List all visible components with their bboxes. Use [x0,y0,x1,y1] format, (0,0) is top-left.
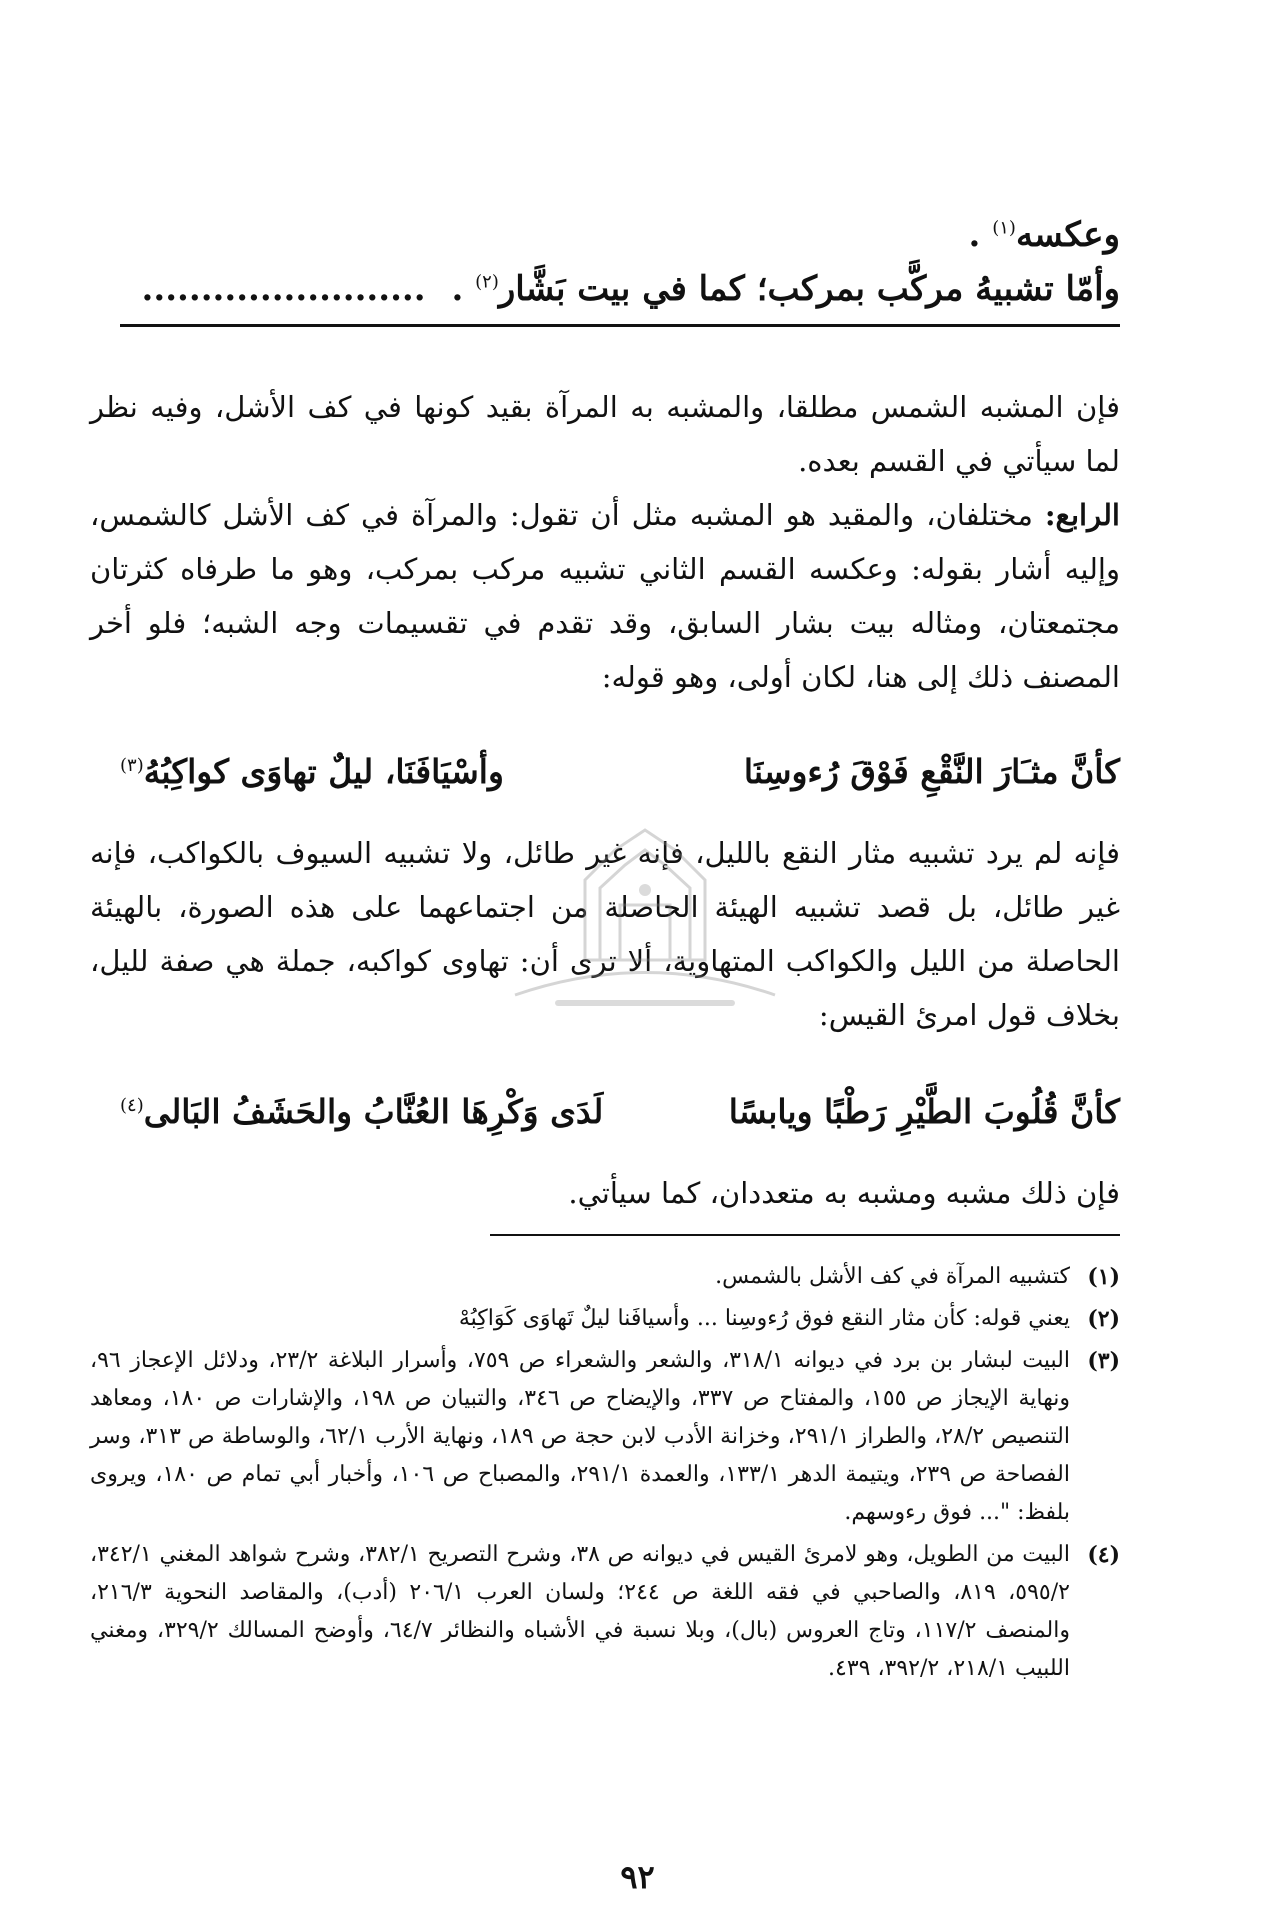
verse-1 [120,752,1120,812]
footnote-4-number: (٤) [1087,1542,1120,1568]
matn-line-1-end: . [968,215,981,255]
verse-2-hemistich-1-text: كأنَّ قُلُوبَ الطَّيْرِ رَطْبًا ويابسًا [728,1092,1120,1131]
sharh-lead-word: الرابع: [1044,498,1120,532]
footnote-ref-3: (٣) [120,755,144,776]
verse-2-hemistich-1 [729,1092,1120,1131]
sharh-paragraph-2-text: مختلفان، والمقيد هو المشبه مثل أن تقول: والمرآة في كف الأشل كالشمس، وإليه أشار بقوله: وعكسه القسم الثاني تشبيه مركب بمركب، وهو ما طرفاه كثرتان مجتمعتان، ومثاله بيت بشار السابق، وقد تقدم في تقسيمات وجه الشبه؛ فلو أخر المصنف ذلك إلى هنا، لكان أولى، وهو قوله: [90,498,1120,694]
matn-text [120,208,1120,316]
footnotes [90,1258,1120,1692]
matn-line-1 [120,208,1120,262]
watermark-stamp-icon [495,810,795,1050]
sharh-block-3 [90,1166,1120,1220]
footnote-1-number: (١) [1087,1264,1120,1290]
footnote-divider [490,1234,1120,1236]
footnote-3-text: البيت لبشار بن برد في ديوانه ٣١٨/١، والشعر والشعراء ص ٧٥٩، وأسرار البلاغة ٢٣/٢، ودلائل الإعجاز ٩٦، ونهاية الإيجاز ص ١٥٥، والمفتاح ص ٣٣٧، والإيضاح ص ٣٤٦، والتبيان ص ١٩٨، والإشارات ص ١٨٠، ومعاهد التنصيص ٢٨/٢، والطراز ٢٩١/١، وخزانة الأدب لابن حجة ص ١٨٩، ونهاية الأرب ٦٢/١، والوساطة ص ٣١٣، وسر الفصاحة ص ٢٣٩، ويتيمة الدهر ١٣٣/١، والعمدة ٢٩١/١، والمصباح ص ١٠٦، وأخبار أبي تمام ص ١٨٠، ويروى بلفظ: "... فوق رءوسهم. [90,1348,1070,1525]
matn-line-1-text: وعكسه [1015,215,1120,255]
footnote-4 [90,1536,1120,1688]
footnote-1 [90,1258,1120,1296]
footnote-2 [90,1300,1120,1338]
footnote-2-text: يعني قوله: كأن مثار النقع فوق رُءوسِنا ... وأسيافَنا ليلٌ تَهاوَى كَوَاكِبُهْ [458,1306,1070,1331]
matn-line-2-dots: ........................ [141,269,426,309]
sharh-paragraph-4: فإن ذلك مشبه ومشبه به متعددان، كما سيأتي. [568,1176,1120,1210]
verse-1-hemistich-1-text: كأنَّ مثـَارَ النَّقْعِ فَوْقَ رُءوسِنَا [743,752,1120,791]
footnote-ref-4: (٤) [120,1095,144,1116]
footnote-3 [90,1342,1120,1532]
verse-2-hemistich-2-text: لَدَى وَكْرِهَا العُنَّابُ والحَشَفُ البَالى [143,1092,604,1131]
footnote-2-number: (٢) [1087,1306,1120,1332]
footnote-3-number: (٣) [1087,1348,1120,1374]
matn-line-2-text: وأمّا تشبيهُ مركَّب بمركب؛ كما في بيت بَشَّار [498,269,1120,309]
footnote-1-text: كتشبيه المرآة في كف الأشل بالشمس. [715,1264,1070,1289]
verse-2 [120,1092,1120,1152]
page-number: ٩٢ [620,1858,655,1896]
sharh-paragraph-1: فإن المشبه الشمس مطلقا، والمشبه به المرآة بقيد كونها في كف الأشل، وفيه نظر لما سيأتي في القسم بعده. [90,390,1120,478]
matn-line-2 [120,262,1120,316]
footnote-ref-2: (٢) [475,271,499,293]
footnote-4-text: البيت من الطويل، وهو لامرئ القيس في ديوانه ص ٣٨، وشرح التصريح ٣٨٢/١، وشرح شواهد المغني ٣٤٢/١، ٥٩٥/٢، ٨١٩، والصاحبي في فقه اللغة ص ٢٤٤؛ ولسان العرب ٢٠٦/١ (أدب)، والمقاصد النحوية ٢١٦/٣، والمنصف ١١٧/٢، وتاج العروس (بال)، وبلا نسبة في الأشباه والنظائر ٦٤/٧، وأوضح المسالك ٣٢٩/٢، ومغني اللبيب ٢١٨/١، ٣٩٢/٢، ٤٣٩. [90,1542,1070,1681]
matn-divider [120,324,1120,327]
verse-1-hemistich-2-text: وأسْيَافَنَا، ليلٌ تهاوَى كواكِبُهُ [143,752,504,791]
verse-1-hemistich-1 [744,752,1120,791]
sharh-paragraph-2 [90,488,1120,704]
verse-2-hemistich-2 [120,1092,603,1131]
sharh-paragraph-3: فإنه لم يرد تشبيه مثار النقع بالليل، فإنه غير طائل، ولا تشبيه السيوف بالكواكب، فإنه غير طائل، بل قصد تشبيه الهيئة الحاصلة من اجتماعهما على هذه الصورة، بالهيئة الحاصلة من الليل والكواكب المتهاوية، ألا ترى أن: تهاوى كواكبه، جملة هي صفة لليل، بخلاف قول امرئ القيس: [90,836,1120,1032]
footnote-ref-1: (١) [992,217,1016,239]
verse-1-hemistich-2 [120,752,504,791]
sharh-block-1 [90,380,1120,704]
matn-line-2-end: . [451,269,464,309]
